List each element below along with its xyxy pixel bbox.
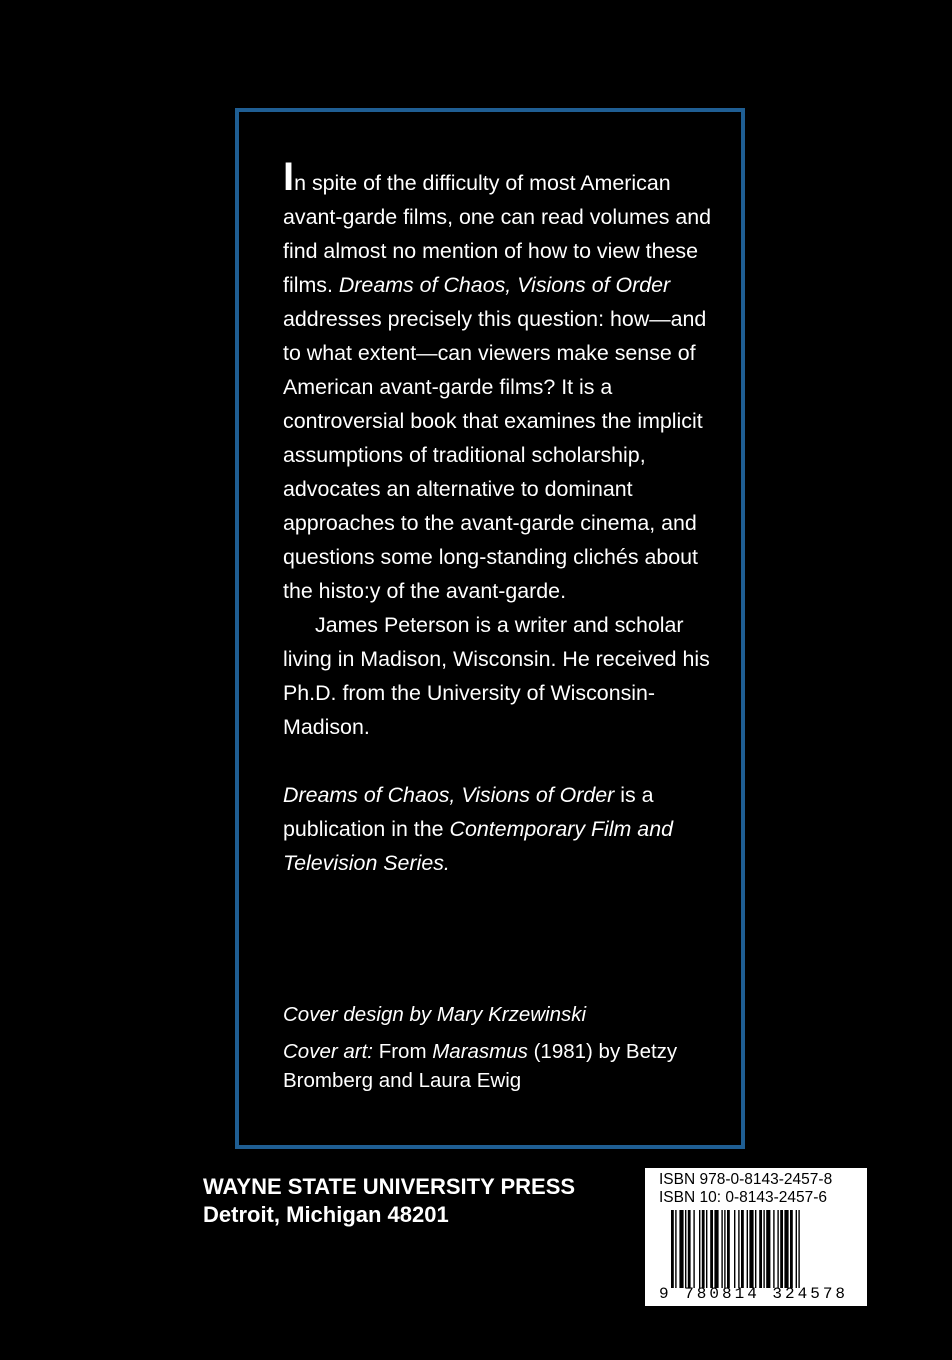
author-bio: James Peterson is a writer and scholar living in Madison, Wisconsin. He received his Ph.D. from the University of Wisconsin-Madison.: [283, 613, 710, 739]
cover-art-text-b: (1981) by Betzy Bromberg and Laura Ewig: [283, 1040, 678, 1092]
publisher-location: Detroit, Michigan 48201: [203, 1202, 449, 1227]
cover-art-text-a: From: [373, 1040, 433, 1063]
blurb-p1-text-b: addresses precisely this question: how—and to what extent—can viewers make sense of American avant-garde films? It is a controversial book that examines the implicit assumptions of traditional scholarship, advocates an alternative to dominant approaches to the avant-garde cinema, and questions some long-standing clichés about the histo:y of the avant-garde.: [283, 307, 707, 603]
book-title-italic: Dreams of Chaos, Visions of Order: [338, 273, 671, 297]
cover-art-title: Marasmus: [432, 1040, 528, 1063]
isbn-10-label: ISBN 10: 0-8143-2457-6: [659, 1189, 828, 1206]
publisher-block: [203, 1173, 575, 1229]
blurb-p1-text-a: n spite of the difficulty of most American avant-garde films, one can read volumes and find almost no mention of how to view these films.: [283, 171, 712, 297]
drop-cap: I: [283, 155, 295, 199]
blurb-paragraph-1: [283, 155, 723, 608]
series-note-title: Dreams of Chaos, Visions of Order: [283, 783, 615, 807]
series-note-text: is a publication in the: [283, 783, 654, 841]
cover-art-credit: [283, 1037, 723, 1095]
series-name: Contemporary Film and Television Series.: [283, 817, 673, 875]
cover-credits: [283, 1000, 723, 1103]
blurb-text: [283, 155, 723, 880]
cover-art-label: Cover art:: [283, 1040, 373, 1063]
cover-design-text: Cover design by Mary Krzewinski: [283, 1003, 587, 1026]
publisher-name: WAYNE STATE UNIVERSITY PRESS: [203, 1174, 576, 1199]
cover-design-credit: [283, 1000, 723, 1029]
barcode-digits: 9 780814 324578: [659, 1285, 849, 1303]
isbn-13-label: ISBN 978-0-8143-2457-8: [659, 1171, 833, 1188]
series-note: [283, 778, 723, 880]
barcode-icon: [671, 1210, 847, 1288]
barcode-box: [645, 1168, 867, 1306]
